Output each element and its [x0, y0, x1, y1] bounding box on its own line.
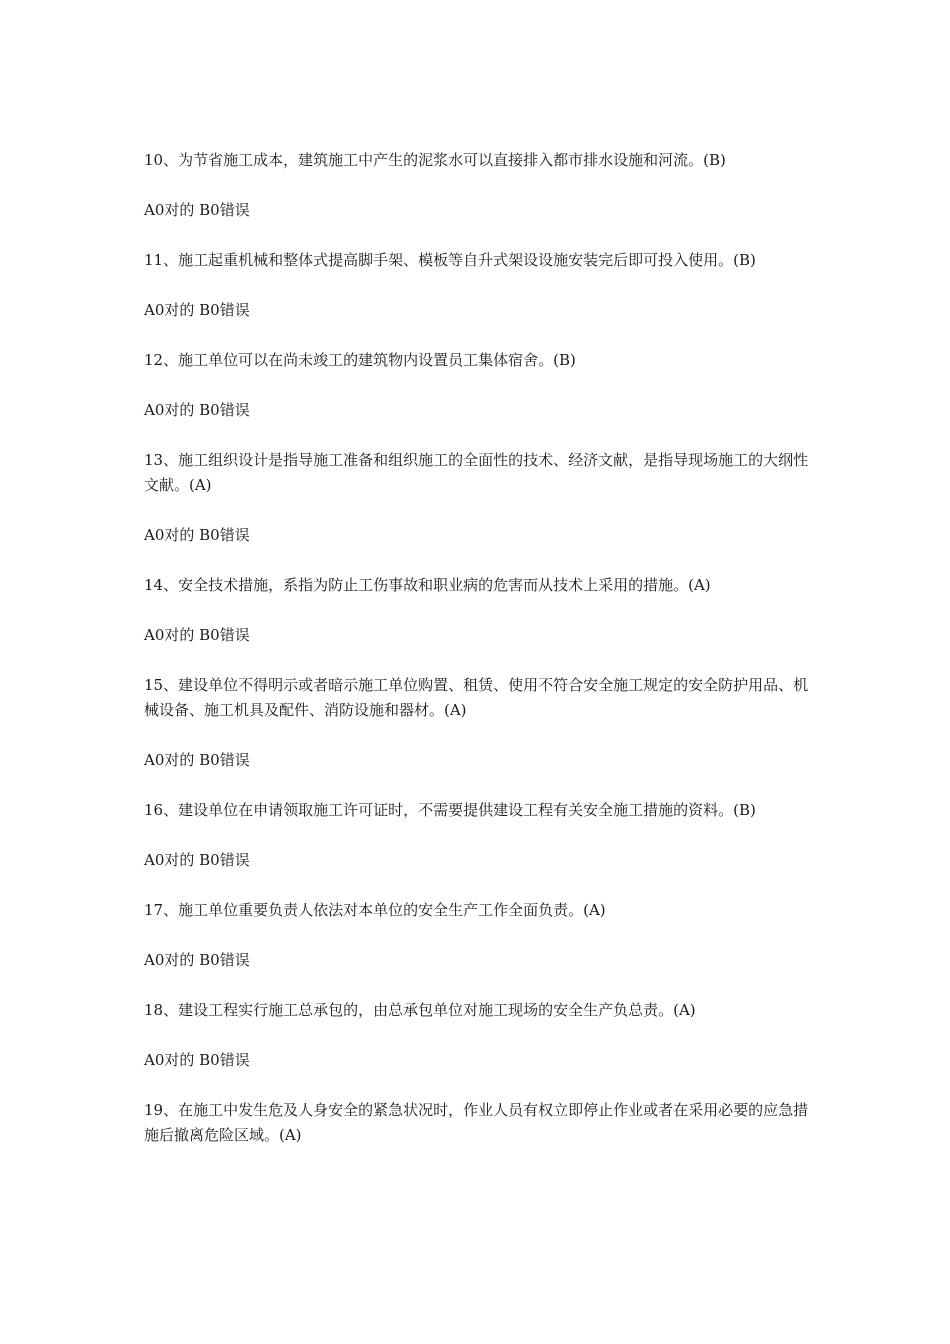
question-17: 17、施工单位重要负责人依法对本单位的安全生产工作全面负责。(A): [144, 901, 606, 919]
question-11: 11、施工起重机械和整体式提高脚手架、模板等自升式架设设施安装完后即可投入使用。(B): [144, 251, 756, 269]
question-13: 13、施工组织设计是指导施工准备和组织施工的全面性的技术、经济文献，是指导现场施工的大纲性文献。(A): [144, 451, 809, 494]
question-15: 15、建设单位不得明示或者暗示施工单位购置、租赁、使用不符合安全施工规定的安全防护用品、机械设备、施工机具及配件、消防设施和器材。(A): [144, 676, 809, 719]
options-15: A0对的 B0错误: [144, 751, 250, 769]
question-18: 18、建设工程实行施工总承包的，由总承包单位对施工现场的安全生产负总责。(A): [144, 1001, 696, 1019]
options-10: A0对的 B0错误: [144, 201, 250, 219]
options-14: A0对的 B0错误: [144, 626, 250, 644]
question-16: 16、建设单位在申请领取施工许可证时，不需要提供建设工程有关安全施工措施的资料。(B): [144, 801, 756, 819]
options-13: A0对的 B0错误: [144, 526, 250, 544]
question-12: 12、施工单位可以在尚未竣工的建筑物内设置员工集体宿舍。(B): [144, 351, 576, 369]
document-page: [144, 148, 809, 1148]
options-16: A0对的 B0错误: [144, 851, 250, 869]
question-14: 14、安全技术措施，系指为防止工伤事故和职业病的危害而从技术上采用的措施。(A): [144, 576, 711, 594]
options-17: A0对的 B0错误: [144, 951, 250, 969]
options-12: A0对的 B0错误: [144, 401, 250, 419]
options-18: A0对的 B0错误: [144, 1051, 250, 1069]
question-19: 19、在施工中发生危及人身安全的紧急状况时，作业人员有权立即停止作业或者在采用必要的应急措施后撤离危险区域。(A): [144, 1101, 809, 1144]
options-11: A0对的 B0错误: [144, 301, 250, 319]
question-10: 10、为节省施工成本，建筑施工中产生的泥浆水可以直接排入都市排水设施和河流。(B): [144, 151, 726, 169]
